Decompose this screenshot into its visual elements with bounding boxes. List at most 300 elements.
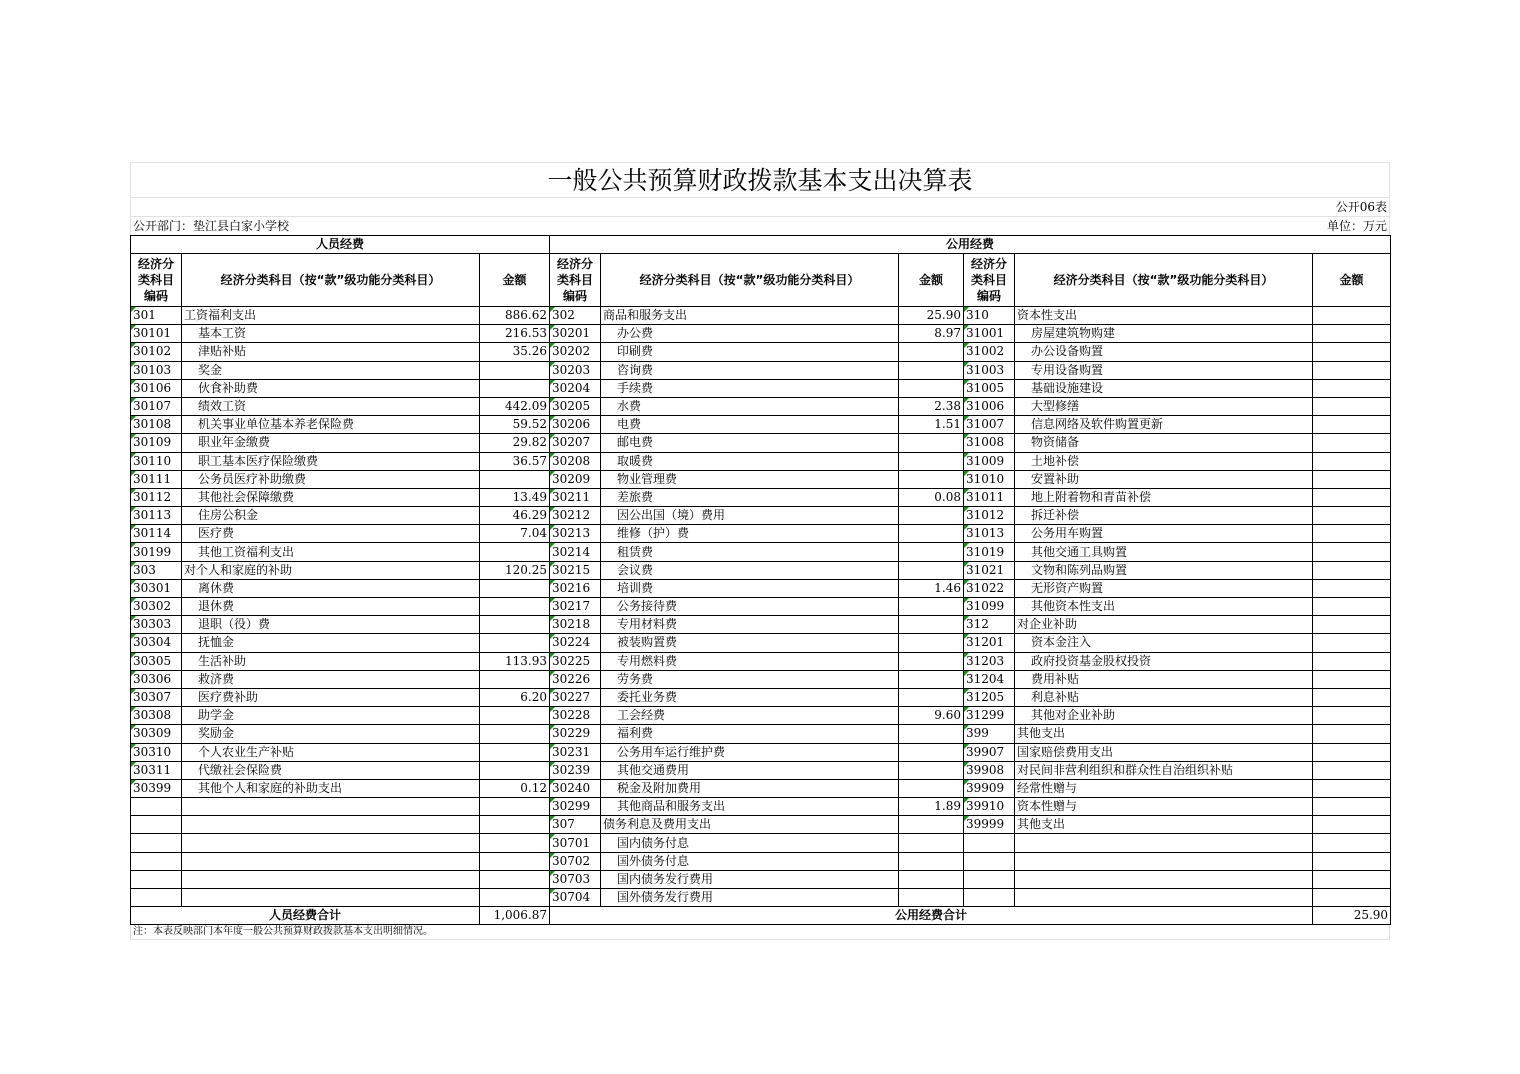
table-number-row bbox=[130, 197, 1390, 216]
code-cell: 30215 bbox=[550, 561, 601, 579]
amount-cell bbox=[899, 688, 964, 706]
footnote: 注：本表反映部门本年度一般公共预算财政拨款基本支出明细情况。 bbox=[130, 925, 1390, 940]
amount-cell: 6.20 bbox=[480, 688, 550, 706]
code-cell: 30228 bbox=[550, 707, 601, 725]
amount-cell bbox=[480, 707, 550, 725]
amount-cell bbox=[1313, 525, 1391, 543]
amount-cell bbox=[899, 670, 964, 688]
amount-cell: 0.08 bbox=[899, 488, 964, 506]
item-name-cell: 资本金注入 bbox=[1015, 634, 1313, 652]
item-name-cell: 国外债务付息 bbox=[601, 852, 899, 870]
item-name-cell: 对个人和家庭的补助 bbox=[182, 561, 480, 579]
code-cell: 30111 bbox=[131, 470, 182, 488]
code-cell: 30309 bbox=[131, 725, 182, 743]
code-cell: 30303 bbox=[131, 616, 182, 634]
table-body bbox=[131, 307, 1391, 907]
amount-cell bbox=[1313, 507, 1391, 525]
item-name-cell: 其他商品和服务支出 bbox=[601, 798, 899, 816]
unit-label: 单位：万元 bbox=[1326, 219, 1387, 233]
code-cell: 31010 bbox=[964, 470, 1015, 488]
item-name-cell: 商品和服务支出 bbox=[601, 307, 899, 325]
item-name-cell bbox=[1015, 834, 1313, 852]
item-name-cell: 被装购置费 bbox=[601, 634, 899, 652]
code-cell: 30701 bbox=[550, 834, 601, 852]
code-cell bbox=[131, 870, 182, 888]
table-row bbox=[131, 634, 1391, 652]
code-cell: 30113 bbox=[131, 507, 182, 525]
item-name-cell: 取暖费 bbox=[601, 452, 899, 470]
code-cell: 31003 bbox=[964, 361, 1015, 379]
code-cell: 31001 bbox=[964, 325, 1015, 343]
item-name-cell: 医疗费补助 bbox=[182, 688, 480, 706]
totals-row bbox=[131, 907, 1391, 925]
item-name-cell: 工会经费 bbox=[601, 707, 899, 725]
amount-cell bbox=[899, 361, 964, 379]
amount-cell: 8.97 bbox=[899, 325, 964, 343]
amount-cell bbox=[899, 434, 964, 452]
amount-cell bbox=[1313, 598, 1391, 616]
amount-cell bbox=[1313, 416, 1391, 434]
table-row bbox=[131, 652, 1391, 670]
item-name-cell: 其他社会保障缴费 bbox=[182, 488, 480, 506]
code-cell: 31205 bbox=[964, 688, 1015, 706]
item-name-cell: 绩效工资 bbox=[182, 397, 480, 415]
amount-cell bbox=[1313, 688, 1391, 706]
item-name-cell: 安置补助 bbox=[1015, 470, 1313, 488]
code-cell: 31007 bbox=[964, 416, 1015, 434]
amount-cell: 13.49 bbox=[480, 488, 550, 506]
code-cell: 30110 bbox=[131, 452, 182, 470]
code-cell: 30112 bbox=[131, 488, 182, 506]
amount-cell: 9.60 bbox=[899, 707, 964, 725]
table-row bbox=[131, 743, 1391, 761]
item-name-cell: 经常性赠与 bbox=[1015, 779, 1313, 797]
amount-cell: 442.09 bbox=[480, 397, 550, 415]
code-cell bbox=[131, 834, 182, 852]
item-name-cell: 物业管理费 bbox=[601, 470, 899, 488]
code-cell: 30213 bbox=[550, 525, 601, 543]
amount-cell bbox=[480, 852, 550, 870]
code-cell: 30231 bbox=[550, 743, 601, 761]
table-row bbox=[131, 434, 1391, 452]
item-name-cell: 税金及附加费用 bbox=[601, 779, 899, 797]
item-name-cell: 无形资产购置 bbox=[1015, 579, 1313, 597]
amount-cell bbox=[1313, 725, 1391, 743]
code-cell: 30399 bbox=[131, 779, 182, 797]
code-cell: 30301 bbox=[131, 579, 182, 597]
table-row bbox=[131, 670, 1391, 688]
table-row bbox=[131, 870, 1391, 888]
amount-cell bbox=[1313, 889, 1391, 907]
code-cell: 30224 bbox=[550, 634, 601, 652]
amount-cell bbox=[480, 761, 550, 779]
item-name-cell: 个人农业生产补贴 bbox=[182, 743, 480, 761]
table-row bbox=[131, 379, 1391, 397]
table-row bbox=[131, 325, 1391, 343]
item-name-cell: 办公设备购置 bbox=[1015, 343, 1313, 361]
code-cell: 312 bbox=[964, 616, 1015, 634]
amount-cell bbox=[899, 379, 964, 397]
amount-cell bbox=[899, 561, 964, 579]
item-name-cell: 其他个人和家庭的补助支出 bbox=[182, 779, 480, 797]
item-name-cell: 公务用车运行维护费 bbox=[601, 743, 899, 761]
item-name-cell bbox=[182, 834, 480, 852]
item-name-cell: 因公出国（境）费用 bbox=[601, 507, 899, 525]
table-row bbox=[131, 834, 1391, 852]
table-row bbox=[131, 725, 1391, 743]
code-cell: 30214 bbox=[550, 543, 601, 561]
code-cell: 30107 bbox=[131, 397, 182, 415]
amount-cell bbox=[899, 634, 964, 652]
code-cell: 30205 bbox=[550, 397, 601, 415]
amount-cell: 1.89 bbox=[899, 798, 964, 816]
table-row bbox=[131, 616, 1391, 634]
item-name-cell: 救济费 bbox=[182, 670, 480, 688]
item-name-cell: 其他工资福利支出 bbox=[182, 543, 480, 561]
amount-cell bbox=[899, 343, 964, 361]
code-cell: 30209 bbox=[550, 470, 601, 488]
item-name-cell: 拆迁补偿 bbox=[1015, 507, 1313, 525]
code-cell: 30114 bbox=[131, 525, 182, 543]
code-cell: 30702 bbox=[550, 852, 601, 870]
table-row bbox=[131, 470, 1391, 488]
code-cell: 39907 bbox=[964, 743, 1015, 761]
amount-cell: 1.51 bbox=[899, 416, 964, 434]
code-cell: 30217 bbox=[550, 598, 601, 616]
code-cell: 30703 bbox=[550, 870, 601, 888]
table-row bbox=[131, 707, 1391, 725]
item-name-cell: 职工基本医疗保险缴费 bbox=[182, 452, 480, 470]
col-amount: 金额 bbox=[1313, 254, 1391, 307]
code-cell: 30306 bbox=[131, 670, 182, 688]
item-name-cell: 其他对企业补助 bbox=[1015, 707, 1313, 725]
amount-cell bbox=[1313, 616, 1391, 634]
amount-cell bbox=[1313, 379, 1391, 397]
item-name-cell: 其他支出 bbox=[1015, 816, 1313, 834]
code-cell: 30106 bbox=[131, 379, 182, 397]
amount-cell bbox=[1313, 652, 1391, 670]
code-cell: 30305 bbox=[131, 652, 182, 670]
code-cell: 31299 bbox=[964, 707, 1015, 725]
amount-cell bbox=[1313, 707, 1391, 725]
code-cell: 30307 bbox=[131, 688, 182, 706]
column-header-row bbox=[131, 254, 1391, 307]
code-cell: 30212 bbox=[550, 507, 601, 525]
code-cell: 30226 bbox=[550, 670, 601, 688]
amount-cell bbox=[480, 725, 550, 743]
amount-cell: 886.62 bbox=[480, 307, 550, 325]
amount-cell: 1.46 bbox=[899, 579, 964, 597]
table-row bbox=[131, 816, 1391, 834]
code-cell: 30227 bbox=[550, 688, 601, 706]
item-name-cell: 国内债务发行费用 bbox=[601, 870, 899, 888]
amount-cell bbox=[1313, 325, 1391, 343]
amount-cell bbox=[480, 543, 550, 561]
item-name-cell: 国家赔偿费用支出 bbox=[1015, 743, 1313, 761]
col-amount: 金额 bbox=[899, 254, 964, 307]
item-name-cell: 公务接待费 bbox=[601, 598, 899, 616]
code-cell: 31011 bbox=[964, 488, 1015, 506]
amount-cell bbox=[1313, 488, 1391, 506]
code-cell: 30103 bbox=[131, 361, 182, 379]
code-cell: 31021 bbox=[964, 561, 1015, 579]
amount-cell: 36.57 bbox=[480, 452, 550, 470]
item-name-cell: 办公费 bbox=[601, 325, 899, 343]
item-name-cell: 专用材料费 bbox=[601, 616, 899, 634]
item-name-cell: 退休费 bbox=[182, 598, 480, 616]
code-cell: 39999 bbox=[964, 816, 1015, 834]
code-cell: 31201 bbox=[964, 634, 1015, 652]
code-cell: 30704 bbox=[550, 889, 601, 907]
item-name-cell: 抚恤金 bbox=[182, 634, 480, 652]
code-cell: 303 bbox=[131, 561, 182, 579]
item-name-cell: 对企业补助 bbox=[1015, 616, 1313, 634]
amount-cell bbox=[899, 598, 964, 616]
code-cell: 39908 bbox=[964, 761, 1015, 779]
code-cell bbox=[131, 816, 182, 834]
item-name-cell: 印刷费 bbox=[601, 343, 899, 361]
amount-cell bbox=[480, 816, 550, 834]
code-cell: 301 bbox=[131, 307, 182, 325]
amount-cell bbox=[480, 634, 550, 652]
item-name-cell: 医疗费 bbox=[182, 525, 480, 543]
table-row bbox=[131, 561, 1391, 579]
item-name-cell: 助学金 bbox=[182, 707, 480, 725]
code-cell: 31013 bbox=[964, 525, 1015, 543]
item-name-cell: 其他支出 bbox=[1015, 725, 1313, 743]
code-cell: 30208 bbox=[550, 452, 601, 470]
amount-cell bbox=[899, 652, 964, 670]
code-cell: 31019 bbox=[964, 543, 1015, 561]
code-cell: 30299 bbox=[550, 798, 601, 816]
amount-cell bbox=[899, 889, 964, 907]
code-cell: 30211 bbox=[550, 488, 601, 506]
item-name-cell: 政府投资基金股权投资 bbox=[1015, 652, 1313, 670]
amount-cell bbox=[1313, 543, 1391, 561]
code-cell: 31005 bbox=[964, 379, 1015, 397]
amount-cell bbox=[899, 470, 964, 488]
code-cell: 31008 bbox=[964, 434, 1015, 452]
code-cell: 30202 bbox=[550, 343, 601, 361]
amount-cell: 7.04 bbox=[480, 525, 550, 543]
item-name-cell: 专用燃料费 bbox=[601, 652, 899, 670]
item-name-cell: 代缴社会保险费 bbox=[182, 761, 480, 779]
item-name-cell: 公务用车购置 bbox=[1015, 525, 1313, 543]
code-cell: 30218 bbox=[550, 616, 601, 634]
code-cell bbox=[131, 852, 182, 870]
code-cell: 30311 bbox=[131, 761, 182, 779]
amount-cell bbox=[899, 761, 964, 779]
item-name-cell: 职业年金缴费 bbox=[182, 434, 480, 452]
item-name-cell: 工资福利支出 bbox=[182, 307, 480, 325]
amount-cell bbox=[1313, 834, 1391, 852]
item-name-cell: 委托业务费 bbox=[601, 688, 899, 706]
code-cell: 30240 bbox=[550, 779, 601, 797]
code-cell: 310 bbox=[964, 307, 1015, 325]
item-name-cell: 福利费 bbox=[601, 725, 899, 743]
item-name-cell: 维修（护）费 bbox=[601, 525, 899, 543]
item-name-cell: 生活补助 bbox=[182, 652, 480, 670]
col-name: 经济分类科目（按“款”级功能分类科目） bbox=[182, 254, 480, 307]
code-cell: 31099 bbox=[964, 598, 1015, 616]
item-name-cell: 地上附着物和青苗补偿 bbox=[1015, 488, 1313, 506]
code-cell bbox=[964, 870, 1015, 888]
item-name-cell: 其他资本性支出 bbox=[1015, 598, 1313, 616]
item-name-cell: 对民间非营利组织和群众性自治组织补贴 bbox=[1015, 761, 1313, 779]
code-cell: 31022 bbox=[964, 579, 1015, 597]
amount-cell bbox=[1313, 743, 1391, 761]
item-name-cell: 国内债务付息 bbox=[601, 834, 899, 852]
code-cell: 31002 bbox=[964, 343, 1015, 361]
item-name-cell bbox=[182, 852, 480, 870]
item-name-cell: 其他交通工具购置 bbox=[1015, 543, 1313, 561]
item-name-cell: 手续费 bbox=[601, 379, 899, 397]
amount-cell bbox=[1313, 670, 1391, 688]
item-name-cell: 奖金 bbox=[182, 361, 480, 379]
amount-cell bbox=[899, 852, 964, 870]
item-name-cell bbox=[182, 870, 480, 888]
table-row bbox=[131, 579, 1391, 597]
item-name-cell: 水费 bbox=[601, 397, 899, 415]
table-row bbox=[131, 525, 1391, 543]
total-personnel-amount: 1,006.87 bbox=[480, 907, 550, 925]
amount-cell: 216.53 bbox=[480, 325, 550, 343]
table-row bbox=[131, 543, 1391, 561]
code-cell: 30229 bbox=[550, 725, 601, 743]
col-name: 经济分类科目（按“款”级功能分类科目） bbox=[1015, 254, 1313, 307]
amount-cell bbox=[480, 743, 550, 761]
amount-cell: 59.52 bbox=[480, 416, 550, 434]
item-name-cell: 费用补贴 bbox=[1015, 670, 1313, 688]
code-cell: 30109 bbox=[131, 434, 182, 452]
item-name-cell: 机关事业单位基本养老保险费 bbox=[182, 416, 480, 434]
amount-cell bbox=[1313, 816, 1391, 834]
table-row bbox=[131, 688, 1391, 706]
amount-cell bbox=[1313, 798, 1391, 816]
code-cell: 30225 bbox=[550, 652, 601, 670]
amount-cell bbox=[480, 834, 550, 852]
amount-cell bbox=[1313, 470, 1391, 488]
amount-cell bbox=[480, 798, 550, 816]
item-name-cell: 信息网络及软件购置更新 bbox=[1015, 416, 1313, 434]
code-cell: 30304 bbox=[131, 634, 182, 652]
amount-cell: 29.82 bbox=[480, 434, 550, 452]
table-row bbox=[131, 488, 1391, 506]
amount-cell bbox=[480, 670, 550, 688]
amount-cell bbox=[1313, 634, 1391, 652]
code-cell: 31012 bbox=[964, 507, 1015, 525]
item-name-cell: 物资储备 bbox=[1015, 434, 1313, 452]
amount-cell bbox=[1313, 870, 1391, 888]
item-name-cell bbox=[1015, 889, 1313, 907]
group-header-row bbox=[131, 236, 1391, 254]
code-cell: 30239 bbox=[550, 761, 601, 779]
table-row bbox=[131, 397, 1391, 415]
amount-cell: 35.26 bbox=[480, 343, 550, 361]
amount-cell bbox=[1313, 307, 1391, 325]
code-cell: 30216 bbox=[550, 579, 601, 597]
item-name-cell bbox=[182, 889, 480, 907]
code-cell: 399 bbox=[964, 725, 1015, 743]
col-code: 经济分类科目编码 bbox=[550, 254, 601, 307]
table-row bbox=[131, 452, 1391, 470]
code-cell: 30199 bbox=[131, 543, 182, 561]
amount-cell bbox=[480, 470, 550, 488]
item-name-cell: 基础设施建设 bbox=[1015, 379, 1313, 397]
code-cell: 307 bbox=[550, 816, 601, 834]
report-sheet bbox=[130, 162, 1390, 940]
code-cell: 39910 bbox=[964, 798, 1015, 816]
amount-cell bbox=[899, 834, 964, 852]
amount-cell bbox=[480, 361, 550, 379]
amount-cell bbox=[1313, 434, 1391, 452]
amount-cell bbox=[480, 616, 550, 634]
table-row bbox=[131, 889, 1391, 907]
amount-cell bbox=[899, 816, 964, 834]
amount-cell bbox=[480, 379, 550, 397]
total-personnel-label: 人员经费合计 bbox=[131, 907, 480, 925]
amount-cell bbox=[480, 870, 550, 888]
item-name-cell: 租赁费 bbox=[601, 543, 899, 561]
amount-cell bbox=[1313, 852, 1391, 870]
item-name-cell bbox=[1015, 852, 1313, 870]
item-name-cell: 离休费 bbox=[182, 579, 480, 597]
code-cell: 31009 bbox=[964, 452, 1015, 470]
item-name-cell: 津贴补贴 bbox=[182, 343, 480, 361]
code-cell: 30302 bbox=[131, 598, 182, 616]
group-public: 公用经费 bbox=[550, 236, 1391, 254]
item-name-cell bbox=[182, 816, 480, 834]
amount-cell bbox=[480, 598, 550, 616]
item-name-cell: 住房公积金 bbox=[182, 507, 480, 525]
item-name-cell: 债务利息及费用支出 bbox=[601, 816, 899, 834]
item-name-cell: 电费 bbox=[601, 416, 899, 434]
code-cell: 30203 bbox=[550, 361, 601, 379]
item-name-cell: 专用设备购置 bbox=[1015, 361, 1313, 379]
amount-cell: 0.12 bbox=[480, 779, 550, 797]
amount-cell bbox=[1313, 779, 1391, 797]
amount-cell bbox=[1313, 561, 1391, 579]
code-cell: 30201 bbox=[550, 325, 601, 343]
amount-cell: 120.25 bbox=[480, 561, 550, 579]
code-cell: 30101 bbox=[131, 325, 182, 343]
item-name-cell: 基本工资 bbox=[182, 325, 480, 343]
code-cell: 30206 bbox=[550, 416, 601, 434]
table-row bbox=[131, 361, 1391, 379]
code-cell: 31203 bbox=[964, 652, 1015, 670]
table-row bbox=[131, 507, 1391, 525]
code-cell: 30308 bbox=[131, 707, 182, 725]
item-name-cell: 房屋建筑物购建 bbox=[1015, 325, 1313, 343]
amount-cell bbox=[899, 616, 964, 634]
code-cell: 31204 bbox=[964, 670, 1015, 688]
amount-cell bbox=[1313, 343, 1391, 361]
item-name-cell bbox=[182, 798, 480, 816]
table-row bbox=[131, 416, 1391, 434]
table-row bbox=[131, 307, 1391, 325]
amount-cell bbox=[1313, 579, 1391, 597]
amount-cell bbox=[899, 507, 964, 525]
table-row bbox=[131, 779, 1391, 797]
item-name-cell: 国外债务发行费用 bbox=[601, 889, 899, 907]
item-name-cell: 奖励金 bbox=[182, 725, 480, 743]
table-row bbox=[131, 852, 1391, 870]
col-code: 经济分类科目编码 bbox=[131, 254, 182, 307]
code-cell bbox=[131, 889, 182, 907]
code-cell: 30207 bbox=[550, 434, 601, 452]
code-cell: 30108 bbox=[131, 416, 182, 434]
item-name-cell: 差旅费 bbox=[601, 488, 899, 506]
